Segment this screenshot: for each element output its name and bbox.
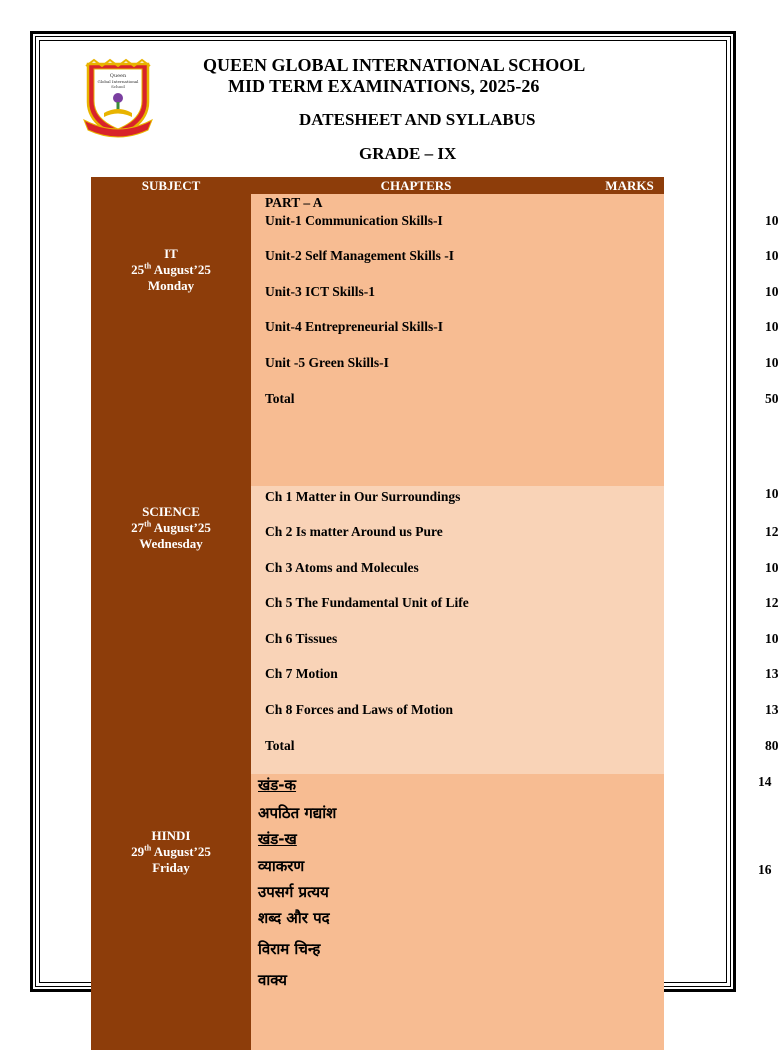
hindi-item: व्याकरण [258, 857, 305, 875]
total-row: Total [265, 391, 295, 406]
marks-value: 13 [765, 666, 779, 681]
science-chapters-cell [251, 486, 779, 774]
total-row: Total [265, 738, 295, 753]
chapter-row: Ch 8 Forces and Laws of Motion [265, 702, 454, 717]
hindi-item: अपठित गद्यांश [258, 804, 337, 822]
chapter-row: Unit-3 ICT Skills-1 [265, 284, 376, 299]
marks-value: 13 [765, 702, 779, 717]
marks-value: 80 [765, 738, 779, 753]
exam-title: MID TERM EXAMINATIONS, 2025-26 [228, 76, 540, 96]
science-section [91, 486, 664, 774]
svg-text:Queen: Queen [109, 73, 127, 79]
hindi-item: उपसर्ग प्रत्यय [258, 883, 329, 901]
marks-value: 50 [765, 391, 779, 406]
chapter-row: Ch 3 Atoms and Molecules [265, 560, 419, 575]
hindi-section [91, 774, 664, 1050]
chapter-row: Unit-4 Entrepreneurial Skills-I [265, 319, 444, 334]
marks-value: 10 [765, 486, 779, 501]
svg-text:School: School [111, 84, 125, 89]
marks-value: 16 [758, 862, 772, 877]
grade-title: GRADE – IX [359, 144, 457, 163]
chapter-row: Unit-1 Communication Skills-I [265, 213, 443, 228]
marks-value: 14 [758, 774, 772, 789]
hindi-chapters-cell [251, 774, 772, 1050]
hindi-item: शब्द और पद [258, 909, 330, 927]
hindi-subject-cell [91, 774, 251, 1050]
it-subject-cell [91, 194, 251, 486]
marks-value: 10 [765, 319, 779, 334]
marks-value: 10 [765, 560, 779, 575]
marks-value: 10 [765, 213, 779, 228]
chapter-row: Unit -5 Green Skills-I [265, 355, 389, 370]
chapter-row: Ch 7 Motion [265, 666, 338, 681]
hindi-item: वाक्य [258, 971, 287, 989]
marks-value: 10 [765, 284, 779, 299]
marks-value: 10 [765, 355, 779, 370]
chapter-row: Ch 5 The Fundamental Unit of Life [265, 595, 469, 610]
marks-value: 10 [765, 248, 779, 263]
it-section [91, 194, 664, 486]
hindi-exam-day: Friday [152, 860, 190, 875]
it-exam-date: 25th August’25 [131, 261, 211, 277]
it-chapters-cell [251, 194, 779, 486]
school-name: QUEEN GLOBAL INTERNATIONAL SCHOOL [203, 55, 586, 75]
table-header-row [91, 177, 664, 194]
header-subject: SUBJECT [91, 177, 251, 194]
hindi-section-b-heading: खंड-ख [258, 830, 297, 848]
hindi-item: विराम चिन्ह [258, 940, 321, 958]
header-chapters: CHAPTERS [251, 177, 581, 194]
chapter-row: Ch 2 Is matter Around us Pure [265, 524, 443, 539]
hindi-subject-name: HINDI [151, 828, 191, 843]
science-subject-name: SCIENCE [142, 504, 200, 519]
hindi-exam-date: 29th August’25 [131, 843, 211, 859]
chapter-row: Unit-2 Self Management Skills -I [265, 248, 454, 263]
hindi-section-a-heading: खंड-क [258, 776, 297, 794]
header-marks: MARKS [581, 177, 664, 194]
document-title: DATESHEET AND SYLLABUS [299, 110, 536, 129]
it-part-label: PART – A [265, 195, 323, 210]
science-exam-day: Wednesday [139, 536, 203, 551]
marks-value: 12 [765, 524, 779, 539]
marks-value: 12 [765, 595, 779, 610]
school-crest-logo [82, 58, 154, 142]
it-subject-name: IT [164, 246, 178, 261]
datesheet-table [91, 177, 779, 1050]
marks-value: 10 [765, 631, 779, 646]
it-exam-day: Monday [147, 278, 195, 293]
chapter-row: Ch 1 Matter in Our Surroundings [265, 489, 461, 504]
science-subject-cell [91, 486, 251, 774]
svg-text:Global International: Global International [97, 79, 139, 84]
science-exam-date: 27th August’25 [131, 519, 211, 535]
chapter-row: Ch 6 Tissues [265, 631, 338, 646]
